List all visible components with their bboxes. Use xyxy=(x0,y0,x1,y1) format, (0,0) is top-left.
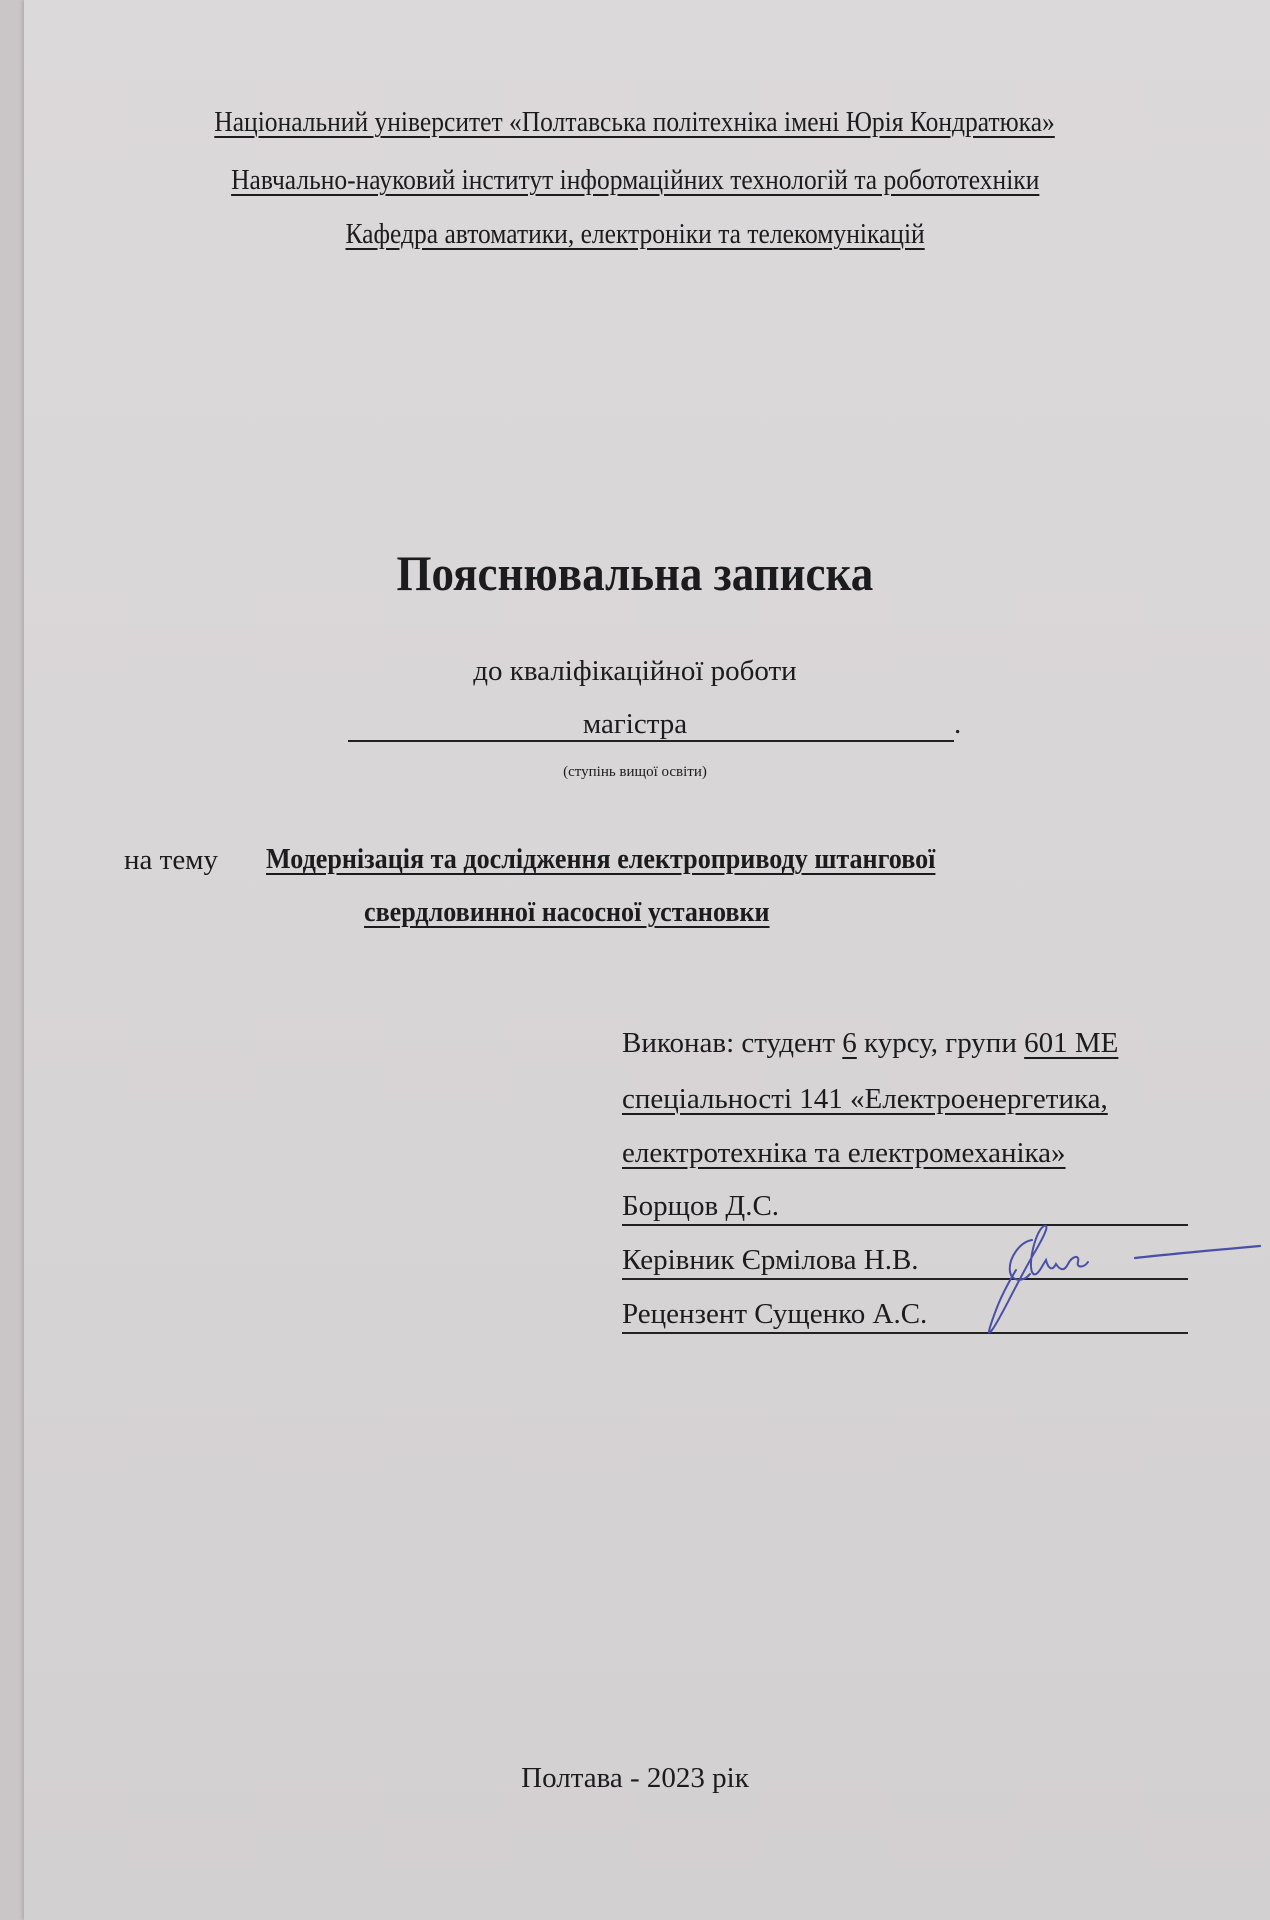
university-name: Національний університет «Полтавська політехніка імені Юрія Кондратюка» xyxy=(214,106,1056,138)
topic-label: на тему xyxy=(124,844,219,876)
subtitle: до кваліфікаційної роботи xyxy=(473,655,797,687)
degree-underline xyxy=(348,740,954,742)
footer-city-year: Полтава - 2023 рік xyxy=(521,1762,749,1794)
subtitle-row xyxy=(0,655,1270,688)
page-title: Пояснювальна записка xyxy=(396,545,874,601)
header-department-row xyxy=(0,218,1270,251)
author-prefix: Виконав: студент xyxy=(622,1027,843,1059)
degree-period: . xyxy=(954,708,962,740)
degree-row xyxy=(0,708,1270,741)
document-page xyxy=(24,0,1270,1920)
specialty-line-2: електротехніка та електромеханіка» xyxy=(622,1137,1066,1169)
topic-line-1: Модернізація та дослідження електроприводу штангової xyxy=(266,843,936,875)
degree-caption: (ступінь вищої освіти) xyxy=(563,764,707,780)
department-name: Кафедра автоматики, електроніки та телекомунікацій xyxy=(345,218,925,250)
header-institute-row xyxy=(0,164,1270,197)
header-university-row xyxy=(0,106,1270,139)
title-row xyxy=(0,544,1270,602)
author-course: 6 xyxy=(842,1027,857,1059)
specialty-line-1: спеціальності 141 «Електроенергетика, xyxy=(622,1083,1108,1115)
degree-value: магістра xyxy=(582,708,688,740)
author-mid: курсу, групи xyxy=(856,1027,1025,1059)
student-name: Борщов Д.С. xyxy=(622,1190,780,1222)
degree-caption-row xyxy=(0,763,1270,781)
author-line-1 xyxy=(622,1027,1118,1060)
footer-row xyxy=(0,1762,1270,1795)
supervisor-name: Керівник Єрмілова Н.В. xyxy=(622,1244,919,1276)
topic-line-2: свердловинної насосної установки xyxy=(364,896,770,928)
reviewer-name: Рецензент Сущенко А.С. xyxy=(622,1298,928,1330)
institute-name: Навчально-науковий інститут інформаційних технологій та робототехніки xyxy=(230,164,1040,196)
author-group: 601 МЕ xyxy=(1024,1027,1119,1059)
supervisor-signature-icon xyxy=(980,1210,1270,1340)
page-gutter xyxy=(0,0,24,1920)
